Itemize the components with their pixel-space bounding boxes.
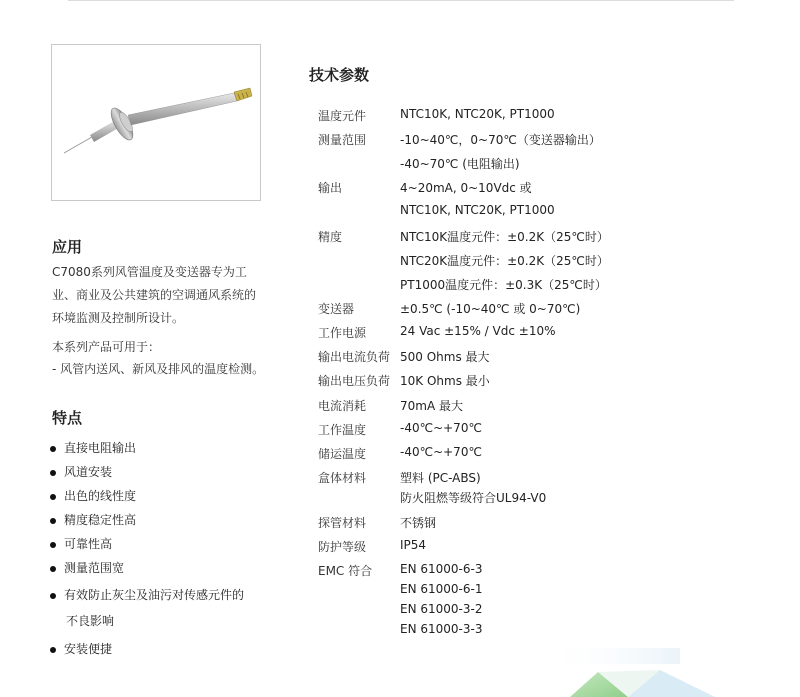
feature-item [50, 640, 112, 657]
spec-value: EN 61000-6-1 [400, 582, 483, 596]
spec-value: 10K Ohms 最小 [400, 374, 490, 388]
feature-text: 测量范围宽 [64, 561, 125, 575]
spec-value: 500 Ohms 最大 [400, 350, 490, 364]
bullet-icon [50, 518, 56, 524]
bullet-icon [50, 566, 56, 572]
spec-value: -10~40℃，0~70℃（变送器输出） [400, 133, 601, 147]
application-line-1: C7080系列风管温度及变送器专为工 [52, 265, 247, 279]
bullet-icon [50, 494, 56, 500]
features-title: 特点 [52, 409, 83, 427]
spec-value: 塑料 (PC-ABS) [400, 471, 481, 485]
spec-value: -40~70℃ (电阻输出) [400, 157, 520, 171]
feature-text: 安装便捷 [64, 642, 113, 656]
feature-item [50, 559, 124, 576]
spec-value: IP54 [400, 538, 427, 552]
application-line-3: 环境监测及控制所设计。 [52, 311, 185, 325]
spec-label: 输出电流负荷 [318, 350, 391, 364]
spec-value: NTC10K, NTC20K, PT1000 [400, 107, 555, 121]
spec-label: 精度 [318, 230, 343, 244]
spec-label: 温度元件 [318, 109, 367, 123]
feature-text-continued: 不良影响 [66, 614, 115, 628]
feature-item [50, 586, 244, 603]
spec-label: EMC 符合 [318, 564, 373, 578]
spec-label: 变送器 [318, 302, 355, 316]
application-title: 应用 [52, 238, 83, 256]
spec-value: 不锈钢 [400, 516, 437, 530]
spec-value: 70mA 最大 [400, 399, 463, 413]
spec-value: NTC20K温度元件：±0.2K（25℃时） [400, 254, 609, 268]
feature-item [50, 463, 112, 480]
spec-label: 盒体材料 [318, 471, 367, 485]
spec-label: 电流消耗 [318, 399, 367, 413]
spec-label: 储运温度 [318, 447, 367, 461]
bullet-icon [50, 542, 56, 548]
feature-text: 风道安装 [64, 465, 113, 479]
specs-title: 技术参数 [309, 66, 370, 84]
spec-value: NTC10K, NTC20K, PT1000 [400, 203, 555, 217]
usage-title: 本系列产品可用于： [52, 340, 161, 354]
application-line-2: 业、商业及公共建筑的空调通风系统的 [52, 288, 257, 302]
feature-text: 有效防止灰尘及油污对传感元件的 [64, 588, 245, 602]
feature-text: 出色的线性度 [64, 489, 137, 503]
bullet-icon [50, 593, 56, 599]
bullet-icon [50, 470, 56, 476]
spec-label: 测量范围 [318, 133, 367, 147]
spec-label: 工作电源 [318, 326, 367, 340]
bullet-icon [50, 647, 56, 653]
feature-item [50, 439, 136, 456]
spec-value: -40℃~+70℃ [400, 421, 482, 435]
spec-label: 工作温度 [318, 423, 367, 437]
usage-item: - 风管内送风、新风及排风的温度检测。 [52, 362, 265, 376]
feature-item [50, 487, 136, 504]
feature-text: 可靠性高 [64, 537, 113, 551]
spec-value: EN 61000-3-2 [400, 602, 483, 616]
decorative-shapes [540, 630, 800, 697]
spec-label: 探管材料 [318, 516, 367, 530]
top-divider [68, 0, 734, 1]
spec-label: 防护等级 [318, 540, 367, 554]
spec-value: EN 61000-3-3 [400, 622, 483, 636]
spec-value: NTC10K温度元件：±0.2K（25℃时） [400, 230, 609, 244]
spec-label: 输出电压负荷 [318, 374, 391, 388]
bullet-icon [50, 446, 56, 452]
spec-value: EN 61000-6-3 [400, 562, 483, 576]
spec-value: ±0.5℃ (-10~40℃ 或 0~70℃) [400, 302, 581, 316]
feature-item [50, 511, 136, 528]
product-photo [51, 44, 261, 201]
feature-text: 直接电阻输出 [64, 441, 137, 455]
temperature-probe-image [52, 45, 260, 200]
feature-item [50, 535, 112, 552]
spec-value: -40℃~+70℃ [400, 445, 482, 459]
spec-value: PT1000温度元件：±0.3K（25℃时） [400, 278, 607, 292]
spec-label: 输出 [318, 181, 343, 195]
spec-value: 防火阻燃等级符合UL94-V0 [400, 491, 547, 505]
spec-value: 24 Vac ±15% / Vdc ±10% [400, 324, 556, 338]
spec-value: 4~20mA, 0~10Vdc 或 [400, 181, 532, 195]
feature-text: 精度稳定性高 [64, 513, 137, 527]
